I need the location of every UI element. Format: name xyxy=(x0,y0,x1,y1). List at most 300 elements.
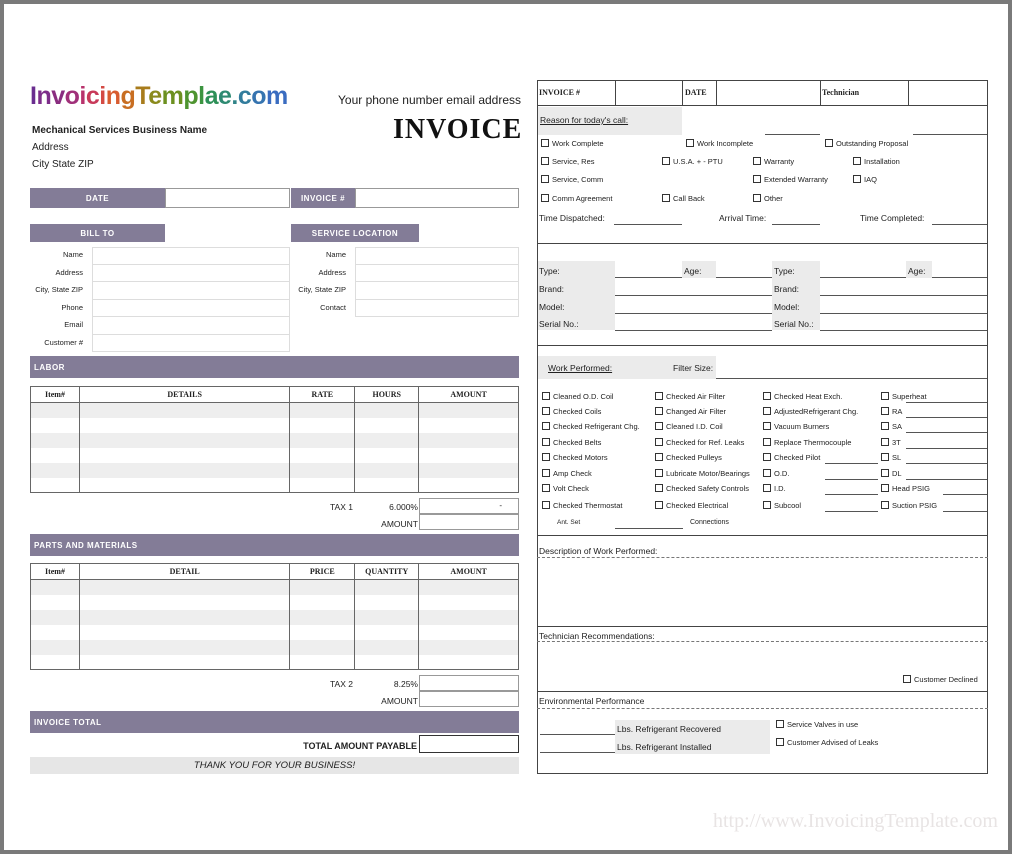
description-label: Description of Work Performed: xyxy=(539,546,658,556)
logo-letter: p xyxy=(183,82,199,110)
service-location-input[interactable] xyxy=(355,282,519,300)
reading-field[interactable] xyxy=(943,494,987,495)
reason-checkbox[interactable] xyxy=(541,194,612,203)
work-checkbox[interactable] xyxy=(763,422,829,431)
table-cell[interactable] xyxy=(355,448,419,463)
table-cell[interactable] xyxy=(79,640,289,655)
table-row xyxy=(31,625,519,640)
reason-label: Outstanding Proposal xyxy=(836,139,909,148)
table-cell[interactable] xyxy=(419,418,519,433)
logo-letter: v xyxy=(51,82,65,110)
right-invoice-label: INVOICE # xyxy=(539,88,580,97)
logo-letter: o xyxy=(64,82,80,110)
reason-checkbox[interactable] xyxy=(825,139,908,148)
work-check-label: Suction PSIG xyxy=(892,501,938,510)
work-checkbox[interactable] xyxy=(542,469,592,478)
table-row xyxy=(31,448,519,463)
reason-checkbox[interactable] xyxy=(541,175,603,184)
parts-table xyxy=(30,563,519,670)
checkbox-icon xyxy=(881,484,889,492)
table-cell[interactable] xyxy=(290,625,355,640)
table-cell[interactable] xyxy=(79,433,289,448)
table-cell[interactable] xyxy=(355,595,419,610)
invoice-number-field[interactable] xyxy=(355,188,519,208)
column-header: PRICE xyxy=(290,564,355,580)
table-cell[interactable] xyxy=(419,595,519,610)
work-checkbox[interactable] xyxy=(763,484,786,493)
table-cell[interactable] xyxy=(355,580,419,595)
logo-letter: l xyxy=(198,82,205,110)
work-checkbox[interactable] xyxy=(881,501,937,510)
lbs-installed-field[interactable] xyxy=(540,752,615,753)
checkbox-icon xyxy=(763,501,771,509)
table-cell[interactable] xyxy=(31,448,80,463)
work-checkbox[interactable] xyxy=(881,392,927,401)
reason-checkbox[interactable] xyxy=(541,157,595,166)
reading-field[interactable] xyxy=(825,479,878,480)
work-checkbox[interactable] xyxy=(763,438,851,447)
work-checkbox[interactable] xyxy=(763,469,789,478)
work-checkbox[interactable] xyxy=(881,407,902,416)
arrival-time-field[interactable] xyxy=(772,224,820,225)
table-cell[interactable] xyxy=(290,640,355,655)
checkbox-icon xyxy=(542,407,550,415)
logo-letter: e xyxy=(218,82,232,110)
connections-label: Connections xyxy=(690,519,729,526)
tax1-rate: 6.000% xyxy=(389,502,418,512)
reason-checkbox[interactable] xyxy=(753,175,828,184)
reading-field[interactable] xyxy=(943,511,987,512)
description-field[interactable] xyxy=(537,557,988,558)
bill-to-input[interactable] xyxy=(92,247,290,265)
table-cell[interactable] xyxy=(290,448,355,463)
work-checkbox[interactable] xyxy=(763,453,820,462)
checkbox-icon xyxy=(655,422,663,430)
logo-letter: o xyxy=(251,82,267,110)
checkbox-icon xyxy=(753,157,761,165)
checkbox-icon xyxy=(763,407,771,415)
equipment-serial-field[interactable] xyxy=(615,330,772,331)
checkbox-icon xyxy=(542,438,550,446)
bill-to-input[interactable] xyxy=(92,335,290,353)
checkbox-icon xyxy=(853,175,861,183)
table-cell[interactable] xyxy=(31,433,80,448)
work-check-label: Cleaned I.D. Coil xyxy=(666,422,723,431)
reading-field[interactable] xyxy=(906,402,987,403)
work-checkbox[interactable] xyxy=(542,484,589,493)
service-location-label: Address xyxy=(318,267,346,277)
column-header: QUANTITY xyxy=(355,564,419,580)
work-checkbox[interactable] xyxy=(763,501,801,510)
table-cell[interactable] xyxy=(355,418,419,433)
checkbox-icon xyxy=(776,738,784,746)
divider xyxy=(908,80,909,106)
checkbox-icon xyxy=(662,157,670,165)
work-checkbox[interactable] xyxy=(542,407,601,416)
table-cell[interactable] xyxy=(290,610,355,625)
work-check-label: AdjustedRefrigerant Chg. xyxy=(774,407,859,416)
work-checkbox[interactable] xyxy=(542,501,622,510)
checkbox-icon xyxy=(655,501,663,509)
checkbox-icon xyxy=(541,157,549,165)
table-cell[interactable] xyxy=(31,595,80,610)
reason-checkbox[interactable] xyxy=(662,157,723,166)
age-label: Age: xyxy=(684,266,702,276)
work-checkbox[interactable] xyxy=(881,453,901,462)
table-cell[interactable] xyxy=(79,448,289,463)
reason-checkbox[interactable] xyxy=(853,175,877,184)
tax2-label: TAX 2 xyxy=(330,679,353,689)
equipment-model-field[interactable] xyxy=(615,313,772,314)
tax2-amount[interactable] xyxy=(419,675,519,691)
reason-checkbox[interactable] xyxy=(662,194,705,203)
equipment-brand-field-2[interactable] xyxy=(820,295,987,296)
tax2-rate: 8.25% xyxy=(393,679,418,689)
bill-to-input[interactable] xyxy=(92,282,290,300)
work-check-label: O.D. xyxy=(774,469,790,478)
work-check-label: Checked Motors xyxy=(553,453,608,462)
work-check-label: Checked Electrical xyxy=(666,501,729,510)
work-checkbox[interactable] xyxy=(655,453,722,462)
table-row xyxy=(31,403,519,418)
checkbox-icon xyxy=(763,453,771,461)
service-location-label: Contact xyxy=(320,302,346,312)
work-check-label: Amp Check xyxy=(553,469,592,478)
work-checkbox[interactable] xyxy=(881,484,930,493)
table-cell[interactable] xyxy=(31,625,80,640)
reason-label: IAQ xyxy=(864,175,877,184)
column-header: Item# xyxy=(31,387,80,403)
reason-checkbox[interactable] xyxy=(853,157,900,166)
equipment-brand-field[interactable] xyxy=(615,295,772,296)
reading-field[interactable] xyxy=(825,463,878,464)
equipment-type-label: Type: xyxy=(539,266,560,276)
checkbox-icon xyxy=(542,501,550,509)
environmental-label: Environmental Performance xyxy=(539,696,645,706)
work-checkbox[interactable] xyxy=(542,438,601,447)
time-dispatched-label: Time Dispatched: xyxy=(539,213,605,223)
work-check-label: Checked Belts xyxy=(553,438,602,447)
invoice-total-header: INVOICE TOTAL xyxy=(30,711,519,733)
work-check-label: Checked Safety Controls xyxy=(666,484,749,493)
table-cell[interactable] xyxy=(355,640,419,655)
table-cell[interactable] xyxy=(419,463,519,478)
arrival-time-label: Arrival Time: xyxy=(719,213,767,223)
table-cell[interactable] xyxy=(31,655,80,670)
work-check-label: Checked Heat Exch. xyxy=(774,392,843,401)
age-field[interactable] xyxy=(716,277,772,278)
reason-line xyxy=(765,134,820,135)
reason-label: U.S.A. + - PTU xyxy=(673,157,723,166)
customer-advised-checkbox[interactable] xyxy=(776,738,878,747)
reason-label: Comm Agreement xyxy=(552,194,613,203)
equipment-serial-field-2[interactable] xyxy=(820,330,987,331)
logo-letter: n xyxy=(105,82,121,110)
table-cell[interactable] xyxy=(290,418,355,433)
checkbox-icon xyxy=(763,484,771,492)
logo-letter: c xyxy=(85,82,100,110)
table-cell[interactable] xyxy=(290,403,355,418)
business-city: City State ZIP xyxy=(32,159,94,170)
work-check-label: Checked Pilot xyxy=(774,453,821,462)
time-dispatched-field[interactable] xyxy=(614,224,682,225)
checkbox-icon xyxy=(686,139,694,147)
bill-to-input[interactable] xyxy=(92,300,290,318)
bill-to-label: Phone xyxy=(61,302,83,312)
bill-to-label: Email xyxy=(64,320,83,329)
equipment-model-label-2: Model: xyxy=(774,302,800,312)
table-cell[interactable] xyxy=(79,418,289,433)
table-cell[interactable] xyxy=(79,478,289,493)
table-row xyxy=(31,640,519,655)
column-header: Item# xyxy=(31,564,80,580)
table-cell[interactable] xyxy=(31,478,80,493)
recommendations-field[interactable] xyxy=(537,641,988,642)
table-cell[interactable] xyxy=(290,478,355,493)
work-checkbox[interactable] xyxy=(655,392,725,401)
table-cell[interactable] xyxy=(355,610,419,625)
divider xyxy=(537,243,988,244)
logo-letter: . xyxy=(231,82,238,110)
table-cell[interactable] xyxy=(31,403,80,418)
work-checkbox[interactable] xyxy=(655,407,726,416)
table-cell[interactable] xyxy=(31,463,80,478)
tax1-label: TAX 1 xyxy=(330,502,353,512)
logo-letter: i xyxy=(79,82,86,110)
work-check-label: Checked Pulleys xyxy=(666,453,722,462)
checkbox-icon xyxy=(655,438,663,446)
table-cell[interactable] xyxy=(290,433,355,448)
table-cell[interactable] xyxy=(419,640,519,655)
reading-field[interactable] xyxy=(825,494,878,495)
work-checkbox[interactable] xyxy=(655,469,750,478)
work-check-label: Checked Refrigerant Chg. xyxy=(553,422,640,431)
table-cell[interactable] xyxy=(31,640,80,655)
reason-label: Work Complete xyxy=(552,139,604,148)
service-location-input[interactable] xyxy=(355,265,519,283)
checkbox-icon xyxy=(541,194,549,202)
reason-checkbox[interactable] xyxy=(753,157,794,166)
equipment-type-field-2[interactable] xyxy=(820,277,906,278)
work-checkbox[interactable] xyxy=(655,501,728,510)
right-date-label: DATE xyxy=(685,88,707,97)
work-checkbox[interactable] xyxy=(542,392,613,401)
tax1-amount: - xyxy=(419,498,519,514)
reading-field[interactable] xyxy=(906,448,987,449)
equipment-brand-label-2: Brand: xyxy=(774,284,800,294)
date-field[interactable] xyxy=(165,188,290,208)
work-checkbox[interactable] xyxy=(881,469,902,478)
bill-to-label: Customer # xyxy=(44,337,83,347)
reason-checkbox[interactable] xyxy=(753,194,783,203)
checkbox-icon xyxy=(655,392,663,400)
table-cell[interactable] xyxy=(419,478,519,493)
checkbox-icon xyxy=(776,720,784,728)
equipment-serial-label-2: Serial No.: xyxy=(774,319,814,329)
table-cell[interactable] xyxy=(419,610,519,625)
customer-declined-checkbox[interactable] xyxy=(903,675,978,684)
column-header: RATE xyxy=(290,387,355,403)
equipment-brand-label: Brand: xyxy=(539,284,565,294)
time-completed-field[interactable] xyxy=(932,224,987,225)
checkbox-icon xyxy=(541,175,549,183)
table-cell[interactable] xyxy=(419,403,519,418)
lbs-installed-label: Lbs. Refrigerant Installed xyxy=(617,742,712,752)
work-check-label: Cleaned O.D. Coil xyxy=(553,392,614,401)
work-checkbox[interactable] xyxy=(542,453,608,462)
checkbox-icon xyxy=(542,469,550,477)
customer-advised-label: Customer Advised of Leaks xyxy=(787,738,879,747)
equipment-type-field[interactable] xyxy=(615,277,682,278)
work-check-label: Subcool xyxy=(774,501,802,510)
table-cell[interactable] xyxy=(31,610,80,625)
service-location-header: SERVICE LOCATION xyxy=(291,224,419,242)
checkbox-icon xyxy=(763,469,771,477)
work-checkbox[interactable] xyxy=(655,484,749,493)
customer-declined-label: Customer Declined xyxy=(914,675,978,684)
table-cell[interactable] xyxy=(355,625,419,640)
equipment-model-label: Model: xyxy=(539,302,565,312)
checkbox-icon xyxy=(881,501,889,509)
work-check-label: Lubricate Motor/Bearings xyxy=(666,469,750,478)
recommendations-label: Technician Recommendations: xyxy=(539,631,655,641)
table-cell[interactable] xyxy=(79,403,289,418)
reading-field[interactable] xyxy=(906,463,987,464)
ant-set-field[interactable] xyxy=(615,528,683,529)
reading-field[interactable] xyxy=(906,479,987,480)
table-cell[interactable] xyxy=(79,625,289,640)
work-checkbox[interactable] xyxy=(763,407,858,416)
reason-label: Service, Comm xyxy=(552,175,604,184)
reading-field[interactable] xyxy=(906,417,987,418)
lbs-recovered-field[interactable] xyxy=(540,734,615,735)
parts-amount-field[interactable] xyxy=(419,691,519,707)
divider xyxy=(615,80,616,106)
work-check-label: Superheat xyxy=(892,392,927,401)
service-location-input[interactable] xyxy=(355,300,519,318)
service-head-row xyxy=(537,80,988,106)
table-cell[interactable] xyxy=(355,403,419,418)
table-cell[interactable] xyxy=(355,463,419,478)
work-check-label: Replace Thermocouple xyxy=(774,438,852,447)
checkbox-icon xyxy=(763,438,771,446)
logo-letter: n xyxy=(36,82,52,110)
reason-label: Extended Warranty xyxy=(764,175,828,184)
table-cell[interactable] xyxy=(31,580,80,595)
reading-field[interactable] xyxy=(906,432,987,433)
reading-field[interactable] xyxy=(825,511,878,512)
filter-size-label: Filter Size: xyxy=(673,363,714,373)
logo-letter: m xyxy=(161,82,184,110)
checkbox-icon xyxy=(542,453,550,461)
work-checkbox[interactable] xyxy=(881,438,901,447)
work-checkbox[interactable] xyxy=(655,438,744,447)
checkbox-icon xyxy=(542,422,550,430)
labor-table xyxy=(30,386,519,493)
divider xyxy=(820,80,821,106)
column-header: DETAIL xyxy=(79,564,289,580)
service-valves-checkbox[interactable] xyxy=(776,720,858,729)
work-checkbox[interactable] xyxy=(881,422,902,431)
table-cell[interactable] xyxy=(79,580,289,595)
checkbox-icon xyxy=(763,422,771,430)
labor-amount-field[interactable] xyxy=(419,514,519,530)
bill-to-label: City, State ZIP xyxy=(35,285,83,294)
table-cell[interactable] xyxy=(419,433,519,448)
work-check-label: Volt Check xyxy=(553,484,589,493)
table-cell[interactable] xyxy=(79,610,289,625)
table-cell[interactable] xyxy=(31,418,80,433)
reason-label: Warranty xyxy=(764,157,795,166)
total-payable-field[interactable] xyxy=(419,735,519,753)
table-cell[interactable] xyxy=(290,463,355,478)
bill-to-input[interactable] xyxy=(92,265,290,283)
table-cell[interactable] xyxy=(419,448,519,463)
reason-label: Call Back xyxy=(673,194,705,203)
reason-label: Other xyxy=(764,194,783,203)
table-row xyxy=(31,418,519,433)
logo-letter: T xyxy=(135,82,149,110)
work-check-label: RA xyxy=(892,407,903,416)
checkbox-icon xyxy=(542,484,550,492)
work-performed-label: Work Performed: xyxy=(548,363,613,373)
table-cell[interactable] xyxy=(419,580,519,595)
table-cell[interactable] xyxy=(355,655,419,670)
bill-to-input[interactable] xyxy=(92,317,290,335)
age-label-2: Age: xyxy=(908,266,926,276)
reason-checkbox[interactable] xyxy=(686,139,753,148)
reason-label: Service, Res xyxy=(552,157,595,166)
phone-email: Your phone number email address xyxy=(338,93,522,107)
table-cell[interactable] xyxy=(290,655,355,670)
checkbox-icon xyxy=(541,139,549,147)
bill-to-label: Name xyxy=(62,250,83,259)
table-cell[interactable] xyxy=(79,655,289,670)
divider xyxy=(682,80,683,106)
work-check-label: Checked Coils xyxy=(553,407,602,416)
table-cell[interactable] xyxy=(290,595,355,610)
table-cell[interactable] xyxy=(79,595,289,610)
table-cell[interactable] xyxy=(290,580,355,595)
work-checkbox[interactable] xyxy=(655,422,723,431)
work-check-label: Vacuum Burners xyxy=(774,422,830,431)
watermark: http://www.InvoicingTemplate.com xyxy=(712,810,998,832)
checkbox-icon xyxy=(881,392,889,400)
service-location-label: City, State ZIP xyxy=(298,285,346,294)
work-check-label: I.D. xyxy=(774,484,786,493)
table-cell[interactable] xyxy=(79,463,289,478)
equipment-model-field-2[interactable] xyxy=(820,313,987,314)
table-row xyxy=(31,463,519,478)
work-checkbox[interactable] xyxy=(542,422,640,431)
work-check-label: 3T xyxy=(892,438,901,447)
reason-label: Work Incomplete xyxy=(697,139,754,148)
logo-letter: i xyxy=(99,82,106,110)
ant-set-label: Ant. Set xyxy=(557,519,581,526)
table-cell[interactable] xyxy=(419,625,519,640)
filter-size-field[interactable] xyxy=(716,378,987,379)
checkbox-icon xyxy=(763,392,771,400)
table-cell[interactable] xyxy=(355,478,419,493)
age-field-2[interactable] xyxy=(932,277,987,278)
table-cell[interactable] xyxy=(419,655,519,670)
reason-checkbox[interactable] xyxy=(541,139,604,148)
logo-letter: c xyxy=(237,82,252,110)
work-checkbox[interactable] xyxy=(763,392,842,401)
table-cell[interactable] xyxy=(355,433,419,448)
service-location-input[interactable] xyxy=(355,247,519,265)
parts-amount-label: AMOUNT xyxy=(381,696,418,706)
